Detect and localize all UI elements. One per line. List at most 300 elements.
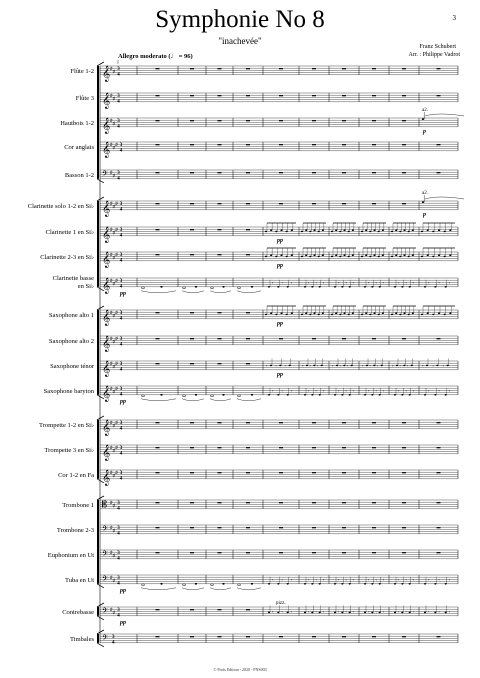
note-head: [349, 286, 351, 288]
note-head: [449, 230, 451, 232]
whole-rest: [342, 144, 346, 145]
whole-rest: [279, 144, 283, 145]
note-head: [403, 230, 405, 232]
note-head: [286, 256, 288, 258]
clef-treble: 𝄞: [102, 227, 111, 243]
eighth-rest: 𝄾: [272, 281, 274, 287]
staff-name: Trombone 2-3: [56, 526, 94, 534]
whole-rest: [246, 502, 250, 503]
clef-treble: 𝄞: [102, 93, 111, 109]
slur-arc: [237, 588, 261, 590]
whole-rest: [218, 472, 222, 473]
clef-treble: 𝄞: [102, 142, 111, 158]
note-head: [382, 255, 384, 257]
note-head: [449, 255, 451, 257]
whole-rest: [402, 472, 406, 473]
note-head: [427, 255, 429, 257]
time-sig-bottom: 4: [117, 99, 120, 105]
whole-rest: [402, 552, 406, 553]
time-sig-top: 3: [119, 471, 123, 476]
key-sharp: ♯: [115, 362, 118, 367]
eighth-rest: 𝄾: [308, 389, 310, 395]
note-head: [379, 583, 381, 585]
whole-rest: [218, 172, 222, 173]
whole-rest: [156, 203, 160, 204]
whole-rest: [246, 527, 250, 528]
key-sharp: ♯: [110, 446, 113, 451]
note-head: [275, 231, 277, 233]
note-head: [382, 230, 384, 232]
note-head: [434, 583, 436, 585]
note-head: [434, 394, 436, 396]
time-sig-top: 3: [117, 526, 120, 531]
whole-rest: [190, 254, 194, 255]
time-sig-bottom: 4: [119, 148, 123, 154]
whole-rest: [190, 203, 194, 204]
whole-rest: [190, 502, 194, 503]
tempo-marking: Allegro moderato (♩ = 96): [118, 53, 193, 60]
eighth-rest: 𝄾: [284, 364, 287, 370]
time-sig-bottom: 4: [119, 451, 123, 457]
whole-rest: [190, 172, 194, 173]
time-sig-bottom: 4: [119, 392, 123, 398]
key-sharp: ♯: [112, 554, 116, 559]
note-head: [349, 612, 351, 614]
note-head: [373, 255, 375, 257]
note-head: [348, 314, 350, 316]
note-head: [286, 314, 288, 316]
note-head: [399, 314, 401, 316]
whole-rest: [156, 172, 160, 173]
note-head: [301, 231, 303, 233]
note-head: [365, 255, 367, 257]
eighth-rest: 𝄾: [272, 578, 274, 584]
clef-treble: 𝄞: [102, 118, 111, 134]
eighth-rest: 𝄾: [266, 364, 268, 370]
eighth-rest: 𝄾: [412, 281, 415, 287]
eighth-rest: 𝄾: [448, 578, 451, 584]
whole-rest: [156, 447, 160, 448]
clef-treble: 𝄞: [102, 278, 111, 294]
whole-rest: [312, 447, 316, 448]
eighth-rest: 𝄾: [315, 389, 317, 395]
note-head: [251, 286, 253, 288]
time-sig-bottom: 4: [119, 316, 123, 322]
note-head: [331, 231, 333, 233]
staff-name: Trompette 3 en Si♭: [44, 446, 94, 454]
note-head: [287, 286, 289, 288]
whole-rest: [246, 144, 250, 145]
key-sharp: ♯: [110, 526, 113, 531]
eighth-rest: 𝄾: [281, 578, 283, 584]
arranger-credit: Arr. : Philippe Vadrot: [408, 52, 460, 58]
whole-rest: [218, 363, 222, 364]
eighth-rest: 𝄾: [382, 578, 385, 584]
whole-rest: [312, 422, 316, 423]
time-sig-top: 3: [119, 362, 123, 367]
note-head: [319, 612, 321, 614]
note-head: [341, 612, 343, 614]
note-head: [270, 255, 272, 257]
note-head: [265, 256, 267, 258]
eighth-rest: 𝄾: [272, 389, 274, 395]
slur-arc: [141, 291, 176, 293]
eighth-rest: 𝄾: [322, 578, 325, 584]
note-head: [403, 313, 405, 315]
note-head: [352, 230, 354, 232]
whole-rest: [190, 552, 194, 553]
note-head: [334, 583, 336, 585]
note-head: [382, 313, 384, 315]
eighth-rest: 𝄾: [315, 610, 317, 616]
eighth-rest: 𝄾: [438, 578, 440, 584]
whole-rest: [437, 338, 441, 339]
bracket-hook: [97, 306, 104, 310]
staff-name: Euphonium en Ut: [47, 551, 94, 559]
whole-rest: [156, 254, 160, 255]
note-head: [251, 583, 253, 585]
eighth-rest: 𝄾: [322, 389, 325, 395]
whole-rest: [372, 95, 376, 96]
note-head: [304, 286, 306, 288]
page-subtitle: "inachevée": [218, 36, 262, 46]
note-head: [318, 314, 320, 316]
note-head: [277, 394, 279, 396]
whole-rest: [342, 95, 346, 96]
whole-rest: [372, 422, 376, 423]
note-head: [373, 313, 375, 315]
note-head: [424, 394, 426, 396]
note-head: [341, 583, 343, 585]
note-head: [445, 394, 447, 396]
eighth-rest: 𝄾: [448, 610, 451, 616]
time-sig-bottom: 4: [119, 367, 123, 373]
eighth-rest: 𝄾: [345, 389, 347, 395]
whole-rest: [246, 472, 250, 473]
staff-name: en Si♭: [77, 283, 94, 290]
note-head: [270, 365, 272, 367]
slur-arc: [237, 291, 261, 293]
key-sharp: ♯: [110, 171, 113, 176]
note-head: [322, 230, 324, 232]
whole-rest: [218, 636, 222, 637]
eighth-rest: 𝄾: [442, 364, 445, 370]
time-sig-bottom: 4: [119, 258, 123, 264]
eighth-rest: 𝄾: [438, 610, 440, 616]
clef-treble: 𝄞: [102, 66, 111, 82]
key-sharp: ♯: [112, 449, 116, 454]
key-sharp: ♯: [112, 122, 116, 127]
note-head: [142, 584, 145, 586]
whole-rest: [279, 636, 283, 637]
note-head: [409, 612, 411, 614]
note-head: [364, 583, 366, 585]
note-head: [270, 230, 272, 232]
note-head: [422, 201, 425, 203]
note-head: [432, 231, 434, 233]
staff-name: Cor anglais: [64, 143, 94, 151]
whole-rest: [342, 527, 346, 528]
whole-rest: [312, 636, 316, 637]
note-head: [183, 584, 186, 586]
note-head: [291, 230, 293, 232]
note-head: [287, 612, 289, 614]
staff-name: Clarinette 2-3 en Si♭: [40, 253, 94, 261]
key-sharp: ♯: [112, 70, 116, 75]
whole-rest: [279, 527, 283, 528]
slur-arc: [210, 399, 231, 401]
eighth-rest: 𝄾: [272, 610, 274, 616]
dynamic-pp: pp: [277, 371, 283, 378]
key-sharp: ♯: [110, 362, 113, 367]
note-head: [195, 394, 197, 396]
note-head: [365, 313, 367, 315]
note-head: [268, 612, 270, 614]
time-sig-top: 3: [119, 253, 123, 258]
slur-arc: [210, 588, 231, 590]
key-sharp: ♯: [112, 340, 116, 345]
whole-rest: [402, 636, 406, 637]
key-sharp: ♯: [112, 146, 116, 151]
slur-arc: [182, 291, 204, 293]
note-head: [438, 313, 440, 315]
note-head: [309, 256, 311, 258]
staff-name: Hautbois 1-2: [60, 119, 94, 127]
whole-rest: [437, 144, 441, 145]
staff-name: Saxophone alto 2: [48, 337, 94, 345]
note-head: [322, 313, 324, 315]
note-head: [401, 394, 403, 396]
time-sig-bottom: 4: [119, 342, 123, 348]
note-head: [238, 395, 241, 397]
page-title: Symphonie No 8: [155, 6, 325, 33]
whole-rest: [372, 527, 376, 528]
key-sharp: ♯: [115, 471, 118, 476]
key-sharp: ♯: [110, 253, 113, 258]
note-head: [318, 231, 320, 233]
key-sharp: ♯: [115, 337, 118, 342]
note-head: [277, 583, 279, 585]
dynamic-pp: pp: [277, 262, 283, 269]
whole-rest: [279, 552, 283, 553]
time-sig-bottom: 4: [119, 233, 123, 239]
whole-rest: [372, 502, 376, 503]
eighth-rest: 𝄾: [375, 610, 377, 616]
note-head: [444, 231, 446, 233]
time-sig-top: 3: [117, 501, 120, 506]
clef-treble: 𝄞: [102, 252, 111, 268]
eighth-rest: 𝄾: [406, 364, 409, 370]
dynamic-pp: pp: [120, 619, 126, 626]
time-sig-top: 3: [119, 202, 123, 207]
note-head: [305, 255, 307, 257]
bracket-hook: [97, 197, 104, 201]
note-head: [409, 286, 411, 288]
note-head: [394, 394, 396, 396]
whole-rest: [342, 68, 346, 69]
eighth-rest: 𝄾: [405, 389, 407, 395]
whole-rest: [246, 229, 250, 230]
note-head: [265, 314, 267, 316]
eighth-rest: 𝄾: [422, 364, 424, 370]
eighth-rest: 𝄾: [376, 364, 379, 370]
time-sig-top: 3: [119, 279, 123, 284]
note-head: [438, 255, 440, 257]
eighth-rest: 𝄾: [338, 610, 340, 616]
time-sig-top: 3: [119, 446, 123, 451]
eighth-rest: 𝄾: [382, 389, 385, 395]
key-sharp: ♯: [110, 202, 113, 207]
time-sig-bottom: 4: [117, 581, 120, 587]
note-head: [287, 583, 289, 585]
eighth-rest: 𝄾: [362, 364, 364, 370]
staff-name: Saxophone baryton: [43, 387, 94, 395]
note-head: [319, 286, 321, 288]
note-head: [391, 256, 393, 258]
whole-rest: [437, 447, 441, 448]
time-sig-top: 3: [119, 337, 123, 342]
whole-rest: [279, 422, 283, 423]
whole-rest: [218, 229, 222, 230]
eighth-rest: 𝄾: [412, 389, 415, 395]
note-head: [335, 255, 337, 257]
clef-treble: 𝄞: [102, 470, 111, 486]
whole-rest: [312, 552, 316, 553]
clef-tenor: 𝄡: [102, 499, 108, 510]
eighth-rest: 𝄾: [322, 610, 325, 616]
note-head: [373, 365, 375, 367]
note-head: [424, 612, 426, 614]
whole-rest: [156, 229, 160, 230]
whole-rest: [279, 447, 283, 448]
eighth-rest: 𝄾: [345, 281, 347, 287]
tie-arc: [425, 197, 464, 199]
note-head: [394, 583, 396, 585]
whole-rest: [437, 552, 441, 553]
note-head: [369, 314, 371, 316]
key-sharp: ♯: [110, 94, 113, 99]
staff-name: Flûte 1-2: [70, 67, 94, 75]
note-head: [421, 231, 423, 233]
eighth-rest: 𝄾: [405, 578, 407, 584]
eighth-rest: 𝄾: [309, 364, 311, 370]
key-sharp: ♯: [110, 608, 113, 613]
key-sharp: ♯: [110, 501, 113, 506]
marking-a2: a2.: [422, 191, 428, 196]
slur-arc: [237, 399, 261, 401]
eighth-rest: 𝄾: [275, 364, 277, 370]
staff-name: Tuba en Ut: [64, 576, 94, 584]
key-sharp: ♯: [110, 471, 113, 476]
eighth-rest: 𝄾: [382, 610, 385, 616]
copyright-footer: © Profs Edition - 2020 - PNS003: [213, 667, 267, 672]
note-head: [379, 612, 381, 614]
key-sharp: ♯: [115, 143, 118, 148]
whole-rest: [372, 203, 376, 204]
whole-rest: [156, 120, 160, 121]
time-sig-bottom: 4: [119, 426, 123, 432]
staff-name: Cor 1-2 en Fa: [58, 471, 94, 479]
clef-treble: 𝄞: [102, 201, 111, 217]
whole-rest: [218, 254, 222, 255]
note-head: [305, 230, 307, 232]
eighth-rest: 𝄾: [392, 364, 394, 370]
slur-arc: [141, 588, 176, 590]
key-sharp: ♯: [115, 446, 118, 451]
whole-rest: [279, 502, 283, 503]
note-head: [369, 231, 371, 233]
key-sharp: ♯: [115, 311, 118, 316]
page-number: 3: [452, 14, 456, 22]
key-sharp: ♯: [115, 387, 118, 392]
note-head: [280, 230, 282, 232]
time-sig-bottom: 4: [117, 124, 120, 130]
whole-rest: [279, 95, 283, 96]
whole-rest: [312, 203, 316, 204]
time-sig-top: 3: [117, 576, 120, 581]
staff-name: Timbales: [70, 635, 94, 643]
key-sharp: ♯: [115, 253, 118, 258]
whole-rest: [342, 502, 346, 503]
note-head: [339, 256, 341, 258]
clef-treble: 𝄞: [102, 310, 111, 326]
eighth-rest: 𝄾: [368, 578, 370, 584]
whole-rest: [190, 229, 194, 230]
whole-rest: [190, 95, 194, 96]
eighth-rest: 𝄾: [375, 578, 377, 584]
note-head: [343, 365, 345, 367]
eighth-rest: 𝄾: [290, 389, 293, 395]
time-sig-top: 3: [117, 67, 120, 72]
eighth-rest: 𝄾: [375, 281, 377, 287]
whole-rest: [312, 338, 316, 339]
note-head: [265, 231, 267, 233]
whole-rest: [246, 447, 250, 448]
whole-rest: [190, 527, 194, 528]
key-sharp: ♯: [115, 228, 118, 233]
note-head: [379, 286, 381, 288]
note-head: [313, 230, 315, 232]
note-head: [432, 314, 434, 316]
eighth-rest: 𝄾: [338, 578, 340, 584]
whole-rest: [190, 312, 194, 313]
whole-rest: [342, 636, 346, 637]
whole-rest: [342, 120, 346, 121]
note-head: [301, 256, 303, 258]
note-head: [331, 314, 333, 316]
time-sig-bottom: 4: [119, 284, 123, 290]
note-head: [391, 314, 393, 316]
slur-arc: [182, 399, 204, 401]
eighth-rest: 𝄾: [438, 281, 440, 287]
note-head: [401, 612, 403, 614]
whole-rest: [402, 95, 406, 96]
note-head: [301, 314, 303, 316]
whole-rest: [279, 472, 283, 473]
note-head: [412, 255, 414, 257]
note-head: [401, 583, 403, 585]
eighth-rest: 𝄾: [398, 389, 400, 395]
whole-rest: [156, 552, 160, 553]
note-head: [427, 313, 429, 315]
eighth-rest: 𝄾: [448, 389, 451, 395]
note-head: [352, 313, 354, 315]
whole-rest: [279, 68, 283, 69]
dynamic-p: p: [423, 128, 426, 135]
whole-rest: [218, 120, 222, 121]
time-sig-top: 3: [117, 94, 120, 99]
note-head: [289, 365, 291, 367]
